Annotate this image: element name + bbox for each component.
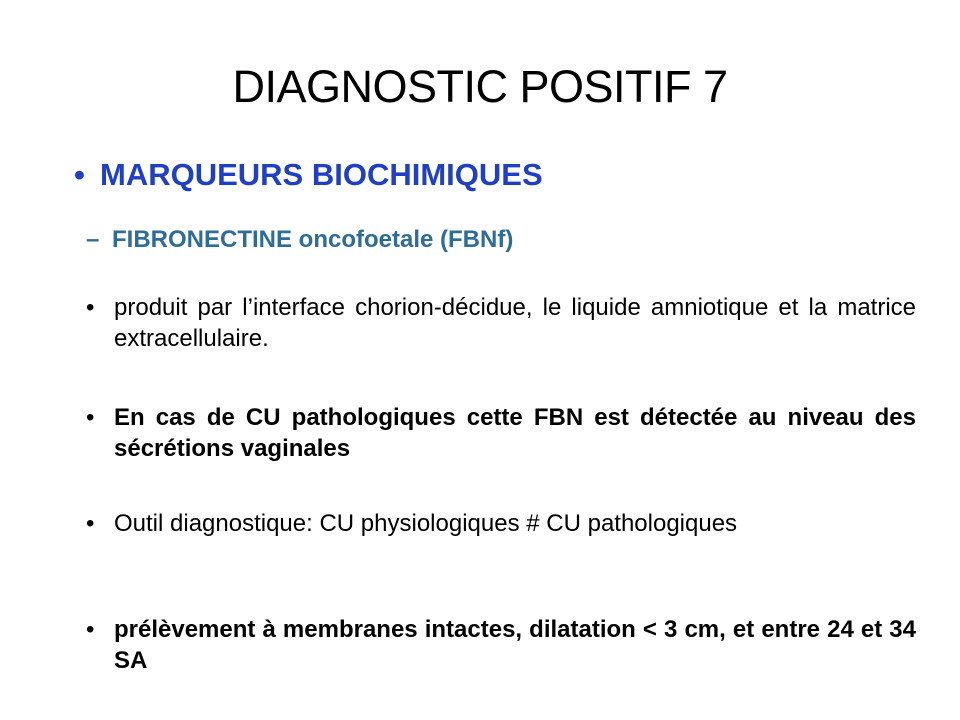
list-item	[86, 292, 916, 354]
heading-text: MARQUEURS BIOCHIMIQUES	[100, 157, 543, 192]
list-item-text: En cas de CU pathologiques cette FBN est détectée au niveau des sécrétions vaginales	[114, 404, 916, 463]
heading-bullet-item	[74, 156, 914, 193]
bullet-icon: •	[86, 510, 95, 537]
list-item-text: Outil diagnostique: CU physiologiques # CU pathologiques	[114, 510, 738, 537]
subheading-text: FIBRONECTINE oncofoetale (FBNf)	[112, 226, 514, 253]
list-item-text: prélèvement à membranes intactes, dilatation < 3 cm, et entre 24 et 34 SA	[114, 616, 916, 675]
slide-title: DIAGNOSTIC POSITIF 7	[232, 61, 728, 112]
dash-icon: –	[86, 226, 100, 253]
bullet-icon: •	[86, 294, 95, 321]
bullet-icon: •	[74, 157, 85, 192]
subheading-item	[86, 226, 916, 255]
list-item	[86, 508, 916, 539]
bullet-icon: •	[86, 616, 95, 643]
list-item	[86, 614, 916, 676]
list-item-text: produit par l’interface chorion-décidue, le liquide amniotique et la matrice extracellulaire.	[114, 294, 916, 353]
list-item	[86, 402, 916, 464]
bullet-icon: •	[86, 404, 95, 431]
